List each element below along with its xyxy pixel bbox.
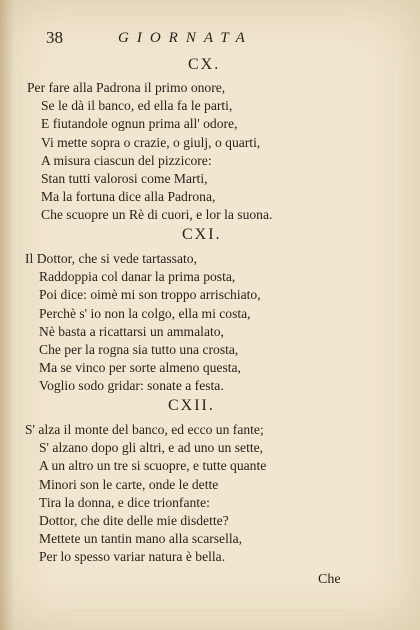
stanza-line: S' alzano dopo gli altri, e ad uno un sette, bbox=[39, 440, 264, 456]
stanza-line: Nè basta a ricattarsi un ammalato, bbox=[39, 323, 224, 339]
catchword: Che bbox=[318, 572, 341, 587]
stanza-line: Per fare alla Padrona il primo onore, bbox=[27, 80, 226, 95]
page-header bbox=[0, 28, 420, 50]
page-edge-shadow bbox=[0, 0, 14, 630]
stanza-line: A un altro un tre si scuopre, e tutte quante bbox=[39, 458, 267, 474]
stanza-cxi bbox=[25, 250, 261, 396]
stanza-number-cx: CX. bbox=[188, 56, 221, 73]
stanza-line: A misura ciascun del pizzicore: bbox=[41, 152, 212, 168]
running-head: GIORNATA bbox=[118, 30, 253, 46]
stanza-line: Dottor, che dite delle mie disdette? bbox=[39, 513, 229, 529]
stanza-line: Che scuopre un Rè di cuori, e lor la suona. bbox=[41, 207, 273, 223]
stanza-number-cxi: CXI. bbox=[182, 226, 222, 243]
stanza-line: Vi mette sopra o crazie, o giulj, o quarti, bbox=[41, 134, 261, 150]
stanza-line: Ma la fortuna dice alla Padrona, bbox=[41, 189, 216, 205]
stanza-line: Se le dà il banco, ed ella fa le parti, bbox=[41, 98, 233, 114]
stanza-number-cxii: CXII. bbox=[168, 397, 215, 414]
stanza-line: Che per la rogna sia tutto una crosta, bbox=[39, 342, 239, 358]
stanza-line: Il Dottor, che si vede tartassato, bbox=[25, 251, 197, 266]
stanza-cxii bbox=[25, 421, 266, 567]
stanza-line: Perchè s' io non la colgo, ella mi costa, bbox=[39, 305, 251, 321]
stanza-line: Per lo spesso variar natura è bella. bbox=[39, 549, 226, 565]
stanza-cx bbox=[27, 79, 272, 225]
stanza-line: Raddoppia col danar la prima posta, bbox=[39, 269, 236, 285]
stanza-line: Poi dice: oimè mi son troppo arrischiato, bbox=[39, 287, 261, 303]
stanza-line: Stan tutti valorosi come Marti, bbox=[41, 171, 208, 187]
stanza-line: Tira la donna, e dice trionfante: bbox=[39, 494, 210, 510]
stanza-line: E fiutandole ognun prima all' odore, bbox=[41, 116, 238, 132]
page-number: 38 bbox=[46, 28, 63, 47]
stanza-line: Minori son le carte, onde le dette bbox=[39, 476, 219, 492]
stanza-line: Voglio sodo gridar: sonate a festa. bbox=[39, 378, 224, 394]
stanza-line: Ma se vinco per sorte almeno questa, bbox=[39, 360, 241, 376]
stanza-line: Mettete un tantin mano alla scarsella, bbox=[39, 531, 243, 547]
stanza-line: S' alza il monte del banco, ed ecco un fante; bbox=[25, 422, 264, 437]
